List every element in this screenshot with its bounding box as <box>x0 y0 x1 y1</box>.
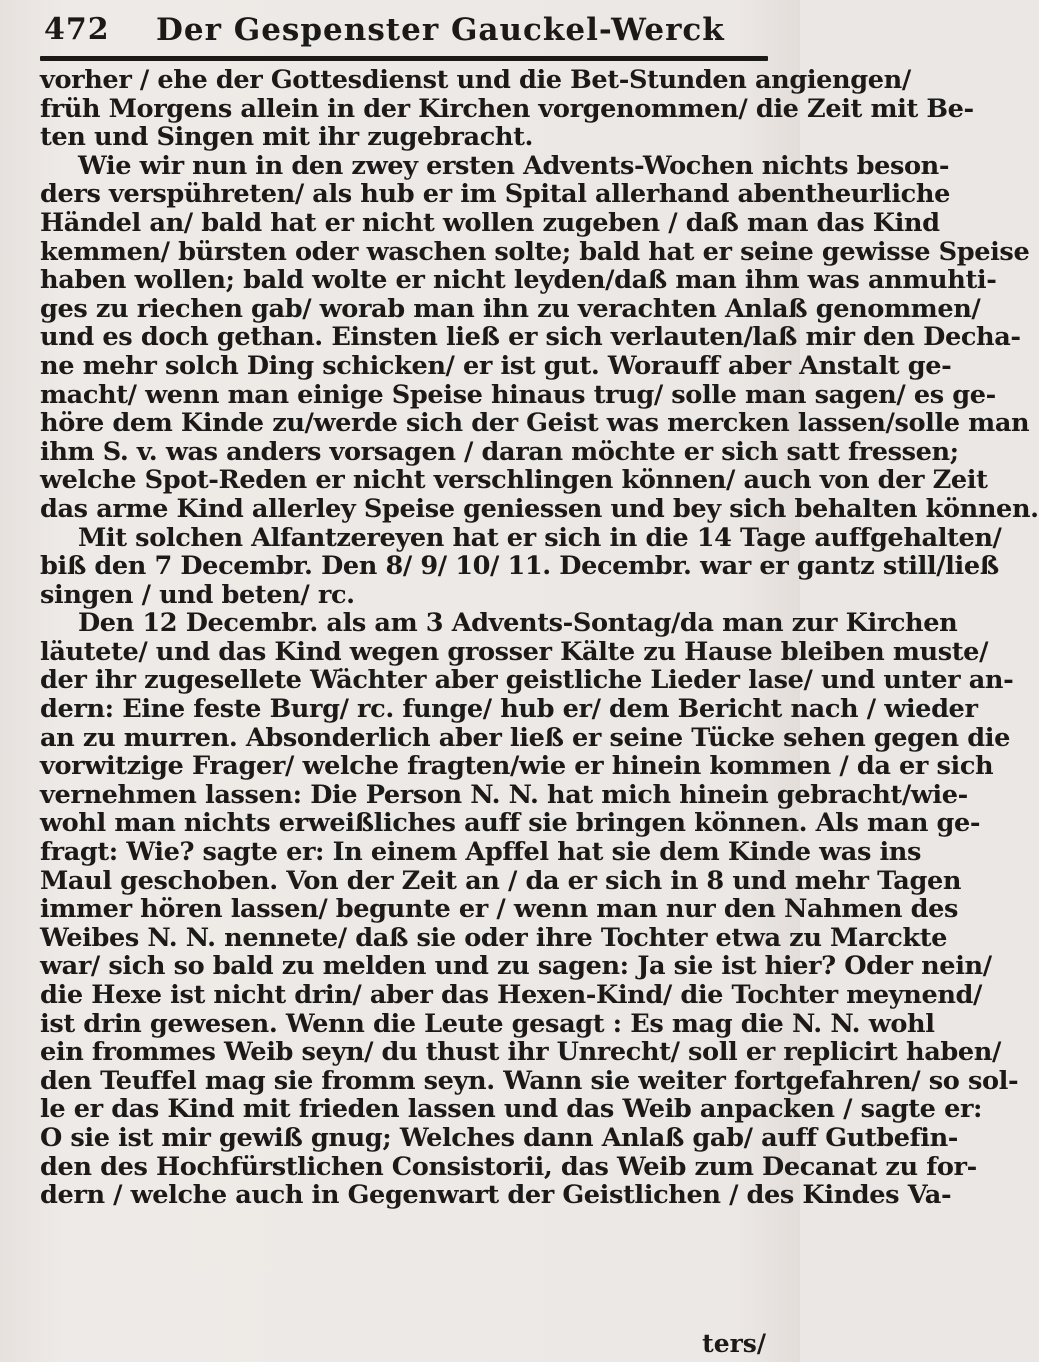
text-line: dern / welche auch in Gegenwart der Geistlichen / des Kindes Va- <box>40 1180 952 1211</box>
text-line: den Teuffel mag sie fromm seyn. Wann sie weiter fortgefahren/ so sol- <box>40 1065 1019 1096</box>
text-line: der ihr zugesellete Wächter aber geistliche Lieder lase/ und unter an- <box>40 665 1014 696</box>
text-line: fragt: Wie? sagte er: In einem Apffel hat sie dem Kinde was ins <box>40 837 922 868</box>
text-line: den des Hochfürstlichen Consistorii, das Weib zum Decanat zu for- <box>40 1151 977 1182</box>
text-line: Händel an/ bald hat er nicht wollen zugeben / daß man das Kind <box>40 207 940 238</box>
text-line: ein frommes Weib seyn/ du thust ihr Unrecht/ soll er replicirt haben/ <box>40 1037 1001 1068</box>
text-line: vernehmen lassen: Die Person N. N. hat mich hinein gebracht/wie- <box>40 779 968 810</box>
text-line: le er das Kind mit frieden lassen und das Weib anpacken / sagte er: <box>40 1094 983 1125</box>
text-line: und es doch gethan. Einsten ließ er sich verlauten/laß mir den Decha- <box>40 322 1021 353</box>
text-line: ist drin gewesen. Wenn die Leute gesagt : Es mag die N. N. wohl <box>40 1008 935 1039</box>
text-line: kemmen/ bürsten oder waschen solte; bald hat er seine gewisse Speise <box>40 236 1030 267</box>
text-line: an zu murren. Absonderlich aber ließ er seine Tücke sehen gegen die <box>40 722 1010 753</box>
text-line: welche Spot-Reden er nicht verschlingen können/ auch von der Zeit <box>40 465 988 496</box>
text-line: läutete/ und das Kind wegen grosser Kälte zu Hause bleiben muste/ <box>40 636 989 667</box>
catchword: ters/ <box>702 1329 766 1358</box>
running-head: Der Gespenster Gauckel-Werck <box>156 12 725 48</box>
text-line: ges zu riechen gab/ worab man ihn zu verachten Anlaß genommen/ <box>40 293 981 324</box>
text-line: vorher / ehe der Gottesdienst und die Bet-Stunden angiengen/ <box>40 65 911 95</box>
text-line: ten und Singen mit ihr zugebracht. <box>40 122 534 153</box>
text-line: Maul geschoben. Von der Zeit an / da er sich in 8 und mehr Tagen <box>40 865 962 896</box>
body-text <box>40 65 1039 1211</box>
text-line: macht/ wenn man einige Speise hinaus trug/ solle man sagen/ es ge- <box>40 379 996 410</box>
text-line: ihm S. v. was anders vorsagen / daran möchte er sich satt fressen; <box>40 436 959 467</box>
text-line: haben wollen; bald wolte er nicht leyden/daß man ihm was anmuhti- <box>40 265 997 296</box>
text-line: O sie ist mir gewiß gnug; Welches dann Anlaß gab/ auff Gutbefin- <box>40 1122 959 1153</box>
text-line: biß den 7 Decembr. Den 8/ 9/ 10/ 11. Decembr. war er gantz still/ließ <box>40 551 999 582</box>
text-line: Weibes N. N. nennete/ daß sie oder ihre Tochter etwa zu Marckte <box>40 922 948 953</box>
text-line: ne mehr solch Ding schicken/ er ist gut. Worauff aber Anstalt ge- <box>40 350 952 381</box>
text-line: höre dem Kinde zu/werde sich der Geist was mercken lassen/solle man <box>40 408 1030 439</box>
text-line: die Hexe ist nicht drin/ aber das Hexen-Kind/ die Tochter meynend/ <box>40 980 983 1010</box>
text-line: wohl man nichts erweißliches auff sie bringen können. Als man ge- <box>40 808 981 839</box>
text-line: Mit solchen Alfantzereyen hat er sich in die 14 Tage auffgehalten/ <box>78 522 1002 553</box>
header-rule <box>40 56 768 61</box>
text-line: singen / und beten/ rc. <box>40 579 355 610</box>
text-line: dern: Eine feste Burg/ rc. funge/ hub er/ dem Bericht nach / wieder <box>40 694 978 725</box>
text-line: früh Morgens allein in der Kirchen vorgenommen/ die Zeit mit Be- <box>40 93 974 124</box>
text-line: das arme Kind allerley Speise geniessen und bey sich behalten können. <box>40 493 1039 524</box>
text-line: war/ sich so bald zu melden und zu sagen: Ja sie ist hier? Oder nein/ <box>40 951 992 982</box>
text-line: Den 12 Decembr. als am 3 Advents-Sontag/da man zur Kirchen <box>78 608 958 639</box>
text-line: Wie wir nun in den zwey ersten Advents-Wochen nichts beson- <box>78 150 950 181</box>
text-line: vorwitzige Frager/ welche fragten/wie er hinein kommen / da er sich <box>40 751 994 782</box>
page-number: 472 <box>44 12 110 47</box>
text-line: immer hören lassen/ begunte er / wenn man nur den Nahmen des <box>40 894 959 925</box>
text-line: ders verspühreten/ als hub er im Spital allerhand abentheurliche <box>40 179 950 210</box>
page-header <box>44 6 764 50</box>
